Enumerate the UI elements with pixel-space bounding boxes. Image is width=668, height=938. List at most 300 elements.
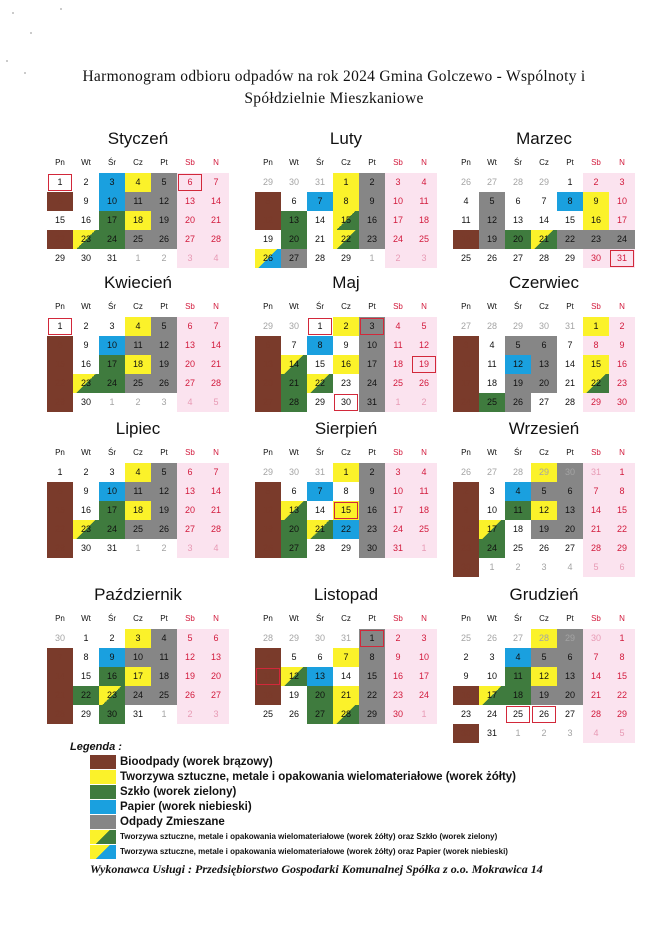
day-cell: 3	[489, 652, 495, 662]
day-cell: 8	[609, 482, 635, 501]
day-cell: 30	[609, 393, 635, 412]
day-cell: 1	[489, 562, 495, 572]
day-cell: 20	[177, 501, 203, 520]
weekday-label: Śr	[514, 302, 522, 311]
day-cell: 4	[125, 463, 151, 482]
month-name: Listopad	[313, 585, 379, 604]
day-cell: 18	[125, 355, 151, 374]
day-cell: 13	[177, 336, 203, 355]
day-cell: 1	[609, 629, 635, 648]
day-cell: 25	[460, 633, 471, 643]
day-cell: 5	[479, 192, 505, 211]
day-cell: 9	[463, 671, 469, 681]
day-cell: 6	[609, 558, 635, 577]
day-cell: 23	[609, 374, 635, 393]
contractor-note: Wykonawca Usługi : Przedsiębiorstwo Gospodarki Komunalnej Spółka z o.o. Mokrawica 14	[90, 862, 543, 876]
day-cell: 5	[151, 317, 177, 336]
day-cell: 28	[262, 633, 273, 643]
day-cell: 3	[385, 173, 411, 192]
day-cell: 13	[281, 501, 307, 520]
legend-swatch	[90, 755, 116, 769]
day-cell: 8	[333, 192, 359, 211]
day-cell: 16	[359, 211, 385, 230]
day-cell: 26	[288, 709, 299, 719]
day-cell: 24	[359, 374, 385, 393]
day-cell: 4	[385, 317, 411, 336]
weekday-label: Pt	[566, 302, 574, 311]
day-cell: 2	[83, 467, 89, 477]
legend-swatch	[90, 845, 116, 859]
legend-swatch	[90, 830, 116, 844]
weekday-label: Sb	[185, 614, 195, 623]
day-cell: 8	[47, 482, 73, 501]
day-cell: 15	[314, 359, 325, 369]
day-cell: 29	[583, 393, 609, 412]
day-cell: 24	[609, 230, 635, 249]
day-cell: 16	[80, 505, 91, 515]
day-cell: 12	[479, 211, 505, 230]
day-cell: 4	[203, 539, 229, 558]
legend-item	[70, 754, 630, 769]
day-cell: 3	[177, 539, 203, 558]
month-1	[47, 128, 229, 268]
day-cell: 17	[609, 211, 635, 230]
weekday-label: Pt	[368, 302, 376, 311]
day-cell: 3	[489, 486, 495, 496]
month-10	[47, 584, 229, 724]
day-cell: 4	[255, 648, 281, 667]
weekday-label: Pn	[461, 302, 471, 311]
day-cell: 26	[255, 539, 281, 558]
legend-swatch	[90, 770, 116, 784]
day-grid	[47, 317, 229, 412]
day-cell: 17	[453, 374, 479, 393]
legend-label: Bioodpady (worek brązowy)	[120, 755, 273, 768]
day-cell: 27	[281, 539, 307, 558]
day-cell: 29	[340, 543, 351, 553]
day-cell: 13	[281, 211, 307, 230]
scan-speck	[60, 8, 62, 10]
day-cell: 3	[161, 397, 167, 407]
day-cell: 30	[359, 539, 385, 558]
day-cell: 1	[411, 705, 437, 724]
title-line-2: Spółdzielnie Mieszkaniowe	[244, 90, 424, 107]
day-cell: 24	[99, 230, 125, 249]
day-cell: 28	[203, 520, 229, 539]
month-name: Grudzień	[509, 585, 579, 604]
day-cell: 4	[203, 249, 229, 268]
day-cell: 2	[453, 482, 479, 501]
day-cell: 1	[47, 317, 73, 336]
day-cell: 2	[161, 543, 167, 553]
day-cell: 31	[609, 249, 635, 268]
legend-label: Tworzywa sztuczne, metale i opakowania wielomateriałowe (worek żółty)	[120, 770, 517, 783]
day-cell: 18	[255, 686, 281, 705]
day-cell: 3	[609, 173, 635, 192]
day-cell: 19	[531, 520, 557, 539]
day-cell: 14	[564, 359, 575, 369]
day-cell: 23	[453, 539, 479, 558]
legend-item	[70, 784, 630, 799]
day-cell: 4	[125, 173, 151, 192]
day-cell: 9	[83, 340, 89, 350]
day-cell: 31	[340, 633, 351, 643]
day-cell: 1	[609, 463, 635, 482]
day-cell: 3	[541, 562, 547, 572]
scan-speck	[24, 72, 26, 74]
day-cell: 12	[281, 667, 307, 686]
weekday-label: N	[619, 302, 625, 311]
day-cell: 28	[314, 253, 325, 263]
weekday-label: Śr	[108, 302, 116, 311]
day-cell: 21	[314, 234, 325, 244]
day-cell: 12	[505, 355, 531, 374]
day-grid	[47, 629, 229, 724]
weekday-label: Wt	[487, 158, 497, 167]
day-cell: 31	[314, 467, 325, 477]
day-cell: 2	[177, 705, 203, 724]
day-cell: 2	[385, 249, 411, 268]
day-cell: 21	[203, 211, 229, 230]
day-cell: 6	[255, 336, 281, 355]
weekday-label: Śr	[316, 448, 324, 457]
legend-swatch	[90, 785, 116, 799]
legend-swatch	[90, 800, 116, 814]
day-grid	[47, 173, 229, 268]
day-cell: 16	[385, 667, 411, 686]
weekday-label: Pn	[263, 302, 273, 311]
day-cell: 5	[177, 629, 203, 648]
day-cell: 25	[512, 543, 523, 553]
weekday-label: Sb	[185, 448, 195, 457]
day-cell: 27	[512, 633, 523, 643]
scan-speck	[6, 60, 8, 62]
weekday-label: Cz	[539, 302, 549, 311]
day-cell: 24	[453, 393, 479, 412]
weekday-label: Pt	[368, 448, 376, 457]
day-cell: 3	[203, 705, 229, 724]
weekday-label: Cz	[539, 448, 549, 457]
day-cell: 5	[505, 336, 531, 355]
day-cell: 24	[385, 520, 411, 539]
day-cell: 24	[411, 686, 437, 705]
weekday-label: Śr	[316, 302, 324, 311]
day-grid	[255, 173, 437, 268]
day-cell: 14	[538, 215, 549, 225]
weekday-label: Wt	[81, 614, 91, 623]
day-cell: 4	[151, 629, 177, 648]
day-cell: 6	[177, 173, 203, 192]
month-6	[453, 272, 635, 412]
day-cell: 29	[262, 177, 273, 187]
day-cell: 31	[106, 543, 117, 553]
day-cell: 13	[255, 355, 281, 374]
legend-label: Szkło (worek zielony)	[120, 785, 237, 798]
day-cell: 14	[203, 482, 229, 501]
weekday-label: N	[213, 614, 219, 623]
day-cell: 4	[463, 196, 469, 206]
day-cell: 10	[385, 192, 411, 211]
month-name: Maj	[332, 273, 360, 292]
weekday-header	[453, 297, 635, 317]
weekday-header	[47, 153, 229, 173]
weekday-label: Pn	[461, 448, 471, 457]
day-cell: 21	[47, 686, 73, 705]
day-cell: 23	[385, 686, 411, 705]
day-cell: 11	[255, 667, 281, 686]
day-cell: 11	[505, 501, 531, 520]
day-cell: 18	[411, 211, 437, 230]
day-cell: 20	[203, 667, 229, 686]
day-cell: 22	[609, 686, 635, 705]
month-3	[453, 128, 635, 268]
day-cell: 18	[125, 501, 151, 520]
day-cell: 15	[80, 671, 91, 681]
day-cell: 5	[203, 393, 229, 412]
day-cell: 29	[557, 629, 583, 648]
day-cell: 10	[385, 482, 411, 501]
day-cell: 14	[314, 215, 325, 225]
day-cell: 21	[281, 374, 307, 393]
day-cell: 14	[314, 505, 325, 515]
day-cell: 9	[83, 196, 89, 206]
day-cell: 8	[83, 652, 89, 662]
day-cell: 17	[99, 501, 125, 520]
day-cell: 3	[453, 336, 479, 355]
day-cell: 10	[99, 192, 125, 211]
day-cell: 5	[151, 463, 177, 482]
weekday-label: Cz	[539, 614, 549, 623]
day-cell: 21	[333, 686, 359, 705]
day-cell: 28	[538, 253, 549, 263]
day-cell: 16	[99, 667, 125, 686]
day-cell: 27	[255, 393, 281, 412]
day-cell: 28	[583, 539, 609, 558]
weekday-label: N	[619, 614, 625, 623]
day-cell: 10	[99, 336, 125, 355]
weekday-label: Pt	[368, 614, 376, 623]
day-cell: 27	[564, 709, 575, 719]
day-cell: 16	[453, 520, 479, 539]
day-cell: 2	[333, 317, 359, 336]
weekday-label: Pn	[55, 302, 65, 311]
day-cell: 18	[125, 211, 151, 230]
day-cell: 6	[557, 482, 583, 501]
day-cell: 29	[512, 321, 523, 331]
day-cell: 1	[135, 253, 141, 263]
day-cell: 5	[531, 482, 557, 501]
day-cell: 13	[512, 215, 523, 225]
day-cell: 10	[99, 482, 125, 501]
day-cell: 7	[541, 196, 547, 206]
day-cell: 4	[125, 317, 151, 336]
month-name: Styczeń	[107, 129, 169, 148]
month-name: Marzec	[516, 129, 572, 148]
day-cell: 2	[583, 173, 609, 192]
day-cell: 9	[359, 192, 385, 211]
day-cell: 22	[47, 230, 73, 249]
weekday-header	[453, 443, 635, 463]
day-cell: 18	[505, 686, 531, 705]
day-cell: 9	[609, 336, 635, 355]
day-cell: 27	[177, 374, 203, 393]
month-name: Luty	[329, 129, 363, 148]
day-cell: 17	[99, 211, 125, 230]
day-cell: 14	[203, 192, 229, 211]
day-cell: 30	[583, 629, 609, 648]
day-cell: 7	[567, 340, 573, 350]
day-cell: 2	[109, 633, 115, 643]
day-cell: 29	[314, 397, 325, 407]
day-cell: 7	[203, 317, 229, 336]
day-cell: 29	[80, 709, 91, 719]
day-cell: 9	[359, 482, 385, 501]
weekday-label: Wt	[81, 158, 91, 167]
day-cell: 3	[359, 317, 385, 336]
day-cell: 22	[73, 686, 99, 705]
month-2	[255, 128, 437, 268]
day-cell: 3	[385, 463, 411, 482]
day-cell: 9	[83, 486, 89, 496]
weekday-label: Wt	[487, 448, 497, 457]
day-cell: 15	[359, 667, 385, 686]
day-cell: 10	[453, 355, 479, 374]
day-cell: 12	[151, 336, 177, 355]
weekday-label: Wt	[289, 448, 299, 457]
weekday-label: N	[421, 614, 427, 623]
weekday-label: Pt	[368, 158, 376, 167]
day-cell: 28	[564, 397, 575, 407]
weekday-label: Cz	[133, 158, 143, 167]
day-cell: 3	[177, 249, 203, 268]
day-cell: 29	[564, 253, 575, 263]
weekday-label: N	[421, 448, 427, 457]
day-cell: 29	[47, 539, 73, 558]
day-cell: 11	[125, 482, 151, 501]
weekday-label: Sb	[591, 614, 601, 623]
weekday-label: Sb	[591, 448, 601, 457]
day-cell: 31	[359, 393, 385, 412]
weekday-label: Sb	[185, 158, 195, 167]
weekday-label: Śr	[316, 158, 324, 167]
day-cell: 22	[47, 374, 73, 393]
day-cell: 8	[47, 192, 73, 211]
day-cell: 15	[609, 501, 635, 520]
weekday-label: Cz	[133, 614, 143, 623]
day-cell: 27	[177, 520, 203, 539]
day-cell: 29	[609, 705, 635, 724]
weekday-label: Pt	[160, 448, 168, 457]
day-cell: 2	[515, 562, 521, 572]
day-cell: 4	[505, 648, 531, 667]
weekday-label: Cz	[341, 614, 351, 623]
day-cell: 17	[99, 355, 125, 374]
day-cell: 20	[255, 374, 281, 393]
day-cell: 11	[487, 359, 497, 369]
weekday-label: Cz	[341, 158, 351, 167]
day-cell: 17	[125, 667, 151, 686]
day-cell: 11	[461, 215, 471, 225]
day-cell: 6	[317, 652, 323, 662]
weekday-label: Sb	[393, 614, 403, 623]
day-cell: 26	[151, 520, 177, 539]
day-cell: 1	[83, 633, 89, 643]
day-cell: 6	[203, 629, 229, 648]
day-cell: 14	[583, 667, 609, 686]
day-grid	[255, 463, 437, 558]
weekday-label: Wt	[289, 158, 299, 167]
day-cell: 20	[281, 520, 307, 539]
day-cell: 29	[262, 321, 273, 331]
legend-swatch	[90, 815, 116, 829]
weekday-label: Cz	[341, 448, 351, 457]
day-cell: 12	[531, 501, 557, 520]
legend-item	[70, 799, 630, 814]
weekday-label: Śr	[514, 158, 522, 167]
day-cell: 15	[564, 215, 575, 225]
day-cell: 27	[203, 686, 229, 705]
day-cell: 16	[609, 355, 635, 374]
day-cell: 1	[567, 177, 573, 187]
day-cell: 13	[531, 355, 557, 374]
month-5	[255, 272, 437, 412]
day-cell: 20	[505, 230, 531, 249]
day-cell: 26	[460, 177, 471, 187]
legend-item	[70, 844, 630, 859]
day-cell: 28	[583, 705, 609, 724]
day-grid	[453, 173, 635, 268]
day-cell: 27	[486, 467, 497, 477]
day-cell: 3	[109, 321, 115, 331]
day-cell: 30	[385, 705, 411, 724]
day-cell: 30	[557, 463, 583, 482]
day-cell: 23	[73, 520, 99, 539]
day-cell: 30	[453, 558, 479, 577]
day-cell: 17	[359, 355, 385, 374]
weekday-header	[255, 443, 437, 463]
day-cell: 13	[177, 192, 203, 211]
day-cell: 23	[340, 378, 351, 388]
day-cell: 21	[583, 520, 609, 539]
day-cell: 30	[288, 467, 299, 477]
day-cell: 12	[411, 336, 437, 355]
day-cell: 7	[583, 648, 609, 667]
day-cell: 30	[80, 543, 91, 553]
weekday-label: Sb	[393, 158, 403, 167]
weekday-label: Pn	[55, 158, 65, 167]
day-cell: 2	[463, 652, 469, 662]
day-cell: 16	[359, 501, 385, 520]
day-cell: 10	[411, 648, 437, 667]
day-cell: 1	[411, 539, 437, 558]
day-cell: 14	[203, 336, 229, 355]
day-cell: 21	[203, 355, 229, 374]
day-cell: 7	[47, 648, 73, 667]
day-cell: 12	[255, 501, 281, 520]
day-cell: 18	[411, 501, 437, 520]
day-cell: 1	[333, 173, 359, 192]
day-cell: 2	[359, 173, 385, 192]
day-cell: 29	[538, 177, 549, 187]
day-cell: 24	[385, 230, 411, 249]
day-cell: 8	[307, 336, 333, 355]
legend-label: Tworzywa sztuczne, metale i opakowania wielomateriałowe (worek żółty) oraz Szkło (worek zielony)	[120, 832, 498, 841]
weekday-label: Śr	[514, 614, 522, 623]
weekday-label: N	[213, 158, 219, 167]
day-cell: 16	[333, 355, 359, 374]
weekday-label: Pn	[263, 158, 273, 167]
title-line-1: Harmonogram odbioru odpadów na rok 2024 Gmina Golczewo - Wspólnoty i	[82, 68, 586, 85]
